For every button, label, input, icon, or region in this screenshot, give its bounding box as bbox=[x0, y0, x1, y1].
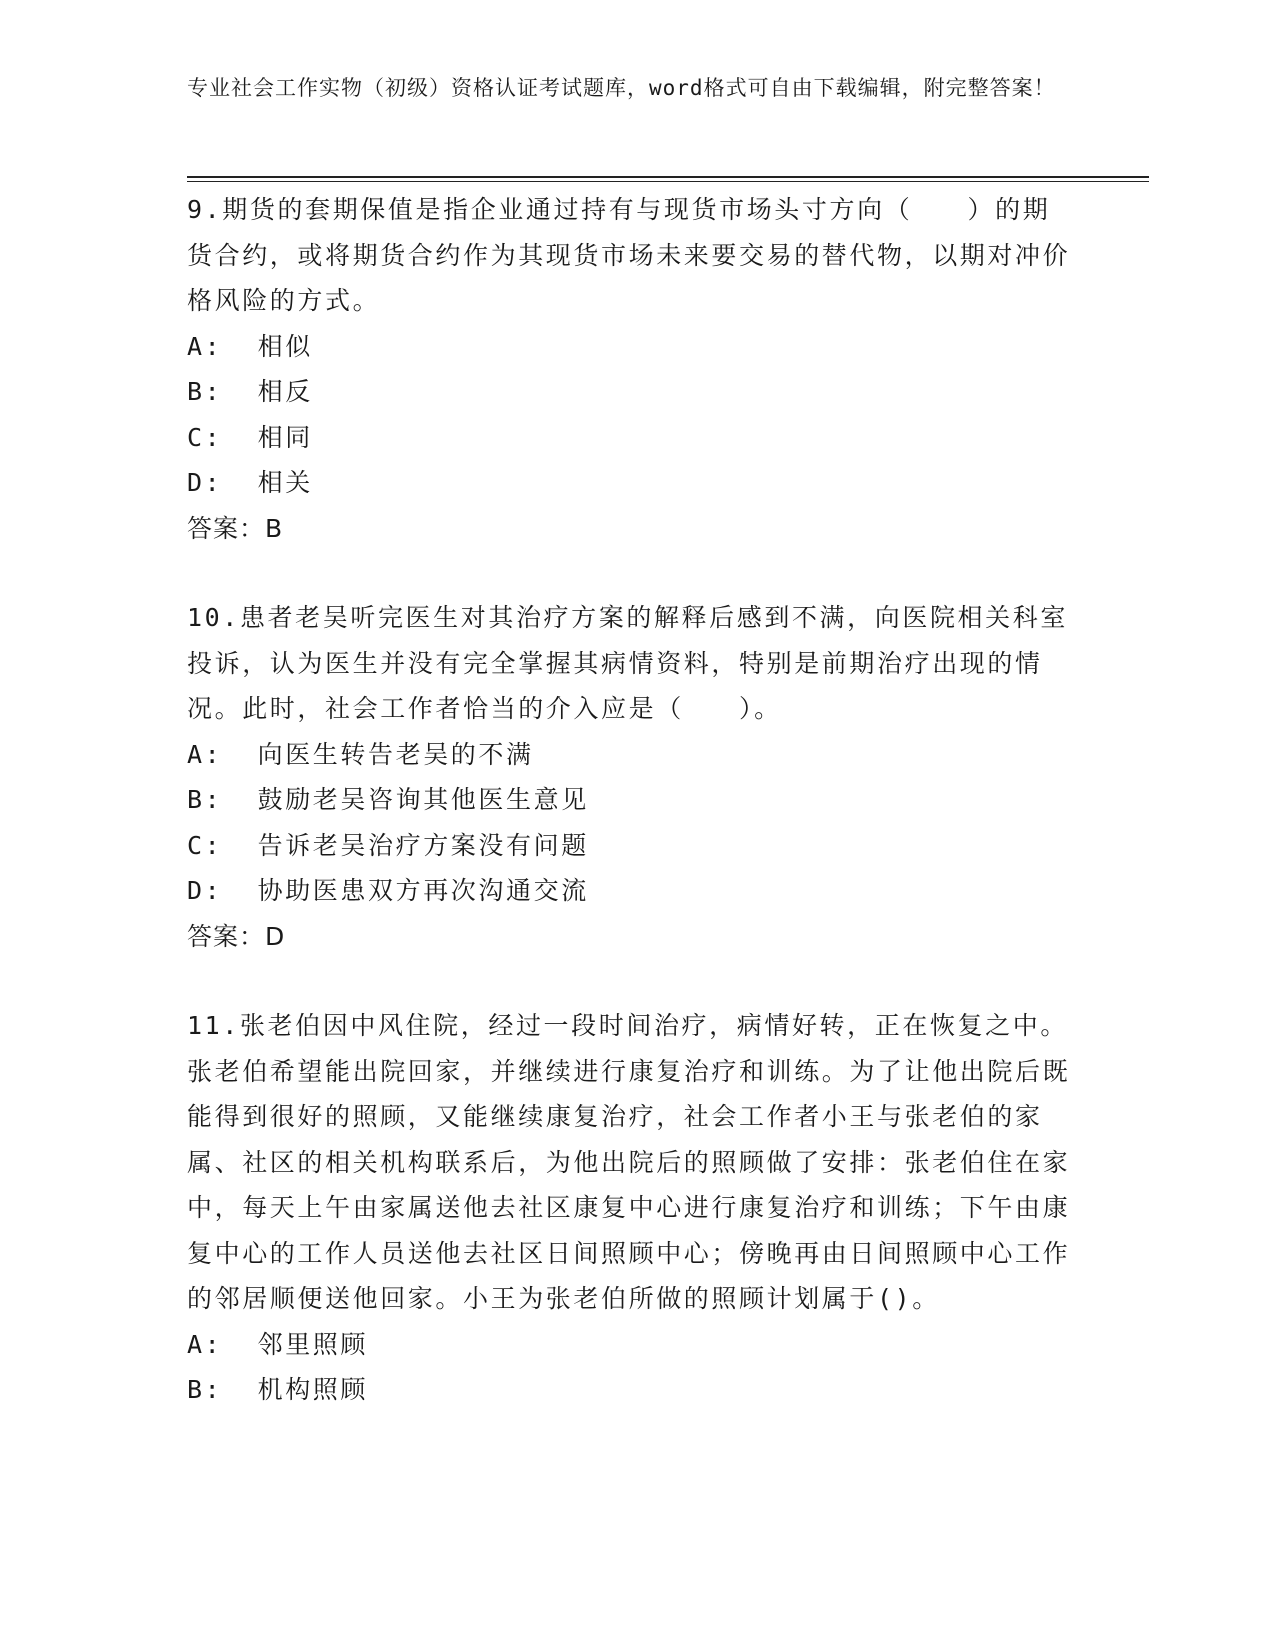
option-d: D: 协助医患双方再次沟通交流 bbox=[187, 876, 589, 905]
document-header: 专业社会工作实物（初级）资格认证考试题库，word格式可自由下载编辑，附完整答案！ bbox=[187, 76, 1056, 100]
option-a: A: 相似 bbox=[187, 331, 313, 361]
question-11 bbox=[187, 1003, 1077, 1413]
header-divider-thin bbox=[187, 181, 1149, 182]
option-c: C: 相同 bbox=[187, 422, 313, 452]
question-list bbox=[187, 187, 1077, 1413]
option-d: D: 相关 bbox=[187, 468, 313, 497]
option-c: C: 告诉老吴治疗方案没有问题 bbox=[187, 830, 589, 860]
answer-line: 答案：D bbox=[187, 921, 286, 951]
question-spacer bbox=[187, 959, 1077, 1003]
question-9 bbox=[187, 187, 1077, 551]
option-b: B: 鼓励老吴咨询其他医生意见 bbox=[187, 785, 589, 814]
question-stem: 9.期货的套期保值是指企业通过持有与现货市场头寸方向（ ）的期货合约，或将期货合约作为其现货市场未来要交易的替代物，以期对冲价格风险的方式。 bbox=[187, 195, 1071, 315]
option-b: B: 相反 bbox=[187, 377, 313, 406]
question-spacer bbox=[187, 551, 1077, 595]
option-a: A: 邻里照顾 bbox=[187, 1329, 369, 1359]
answer-line: 答案：B bbox=[187, 513, 284, 543]
question-10 bbox=[187, 595, 1077, 959]
header-divider bbox=[187, 176, 1149, 178]
option-b: B: 机构照顾 bbox=[187, 1375, 369, 1404]
option-a: A: 向医生转告老吴的不满 bbox=[187, 739, 534, 769]
question-stem: 10.患者老吴听完医生对其治疗方案的解释后感到不满，向医院相关科室投诉，认为医生并没有完全掌握其病情资料，特别是前期治疗出现的情况。此时，社会工作者恰当的介入应是（ ）。 bbox=[187, 603, 1068, 723]
question-stem: 11.张老伯因中风住院，经过一段时间治疗，病情好转，正在恢复之中。张老伯希望能出院回家，并继续进行康复治疗和训练。为了让他出院后既能得到很好的照顾，又能继续康复治疗，社会工作者小王与张老伯的家属、社区的相关机构联系后，为他出院后的照顾做了安排：张老伯住在家中，每天上午由家属送他去社区康复中心进行康复治疗和训练；下午由康复中心的工作人员送他去社区日间照顾中心；傍晚再由日间照顾中心工作的邻居顺便送他回家。小王为张老伯所做的照顾计划属于()。 bbox=[187, 1011, 1071, 1313]
